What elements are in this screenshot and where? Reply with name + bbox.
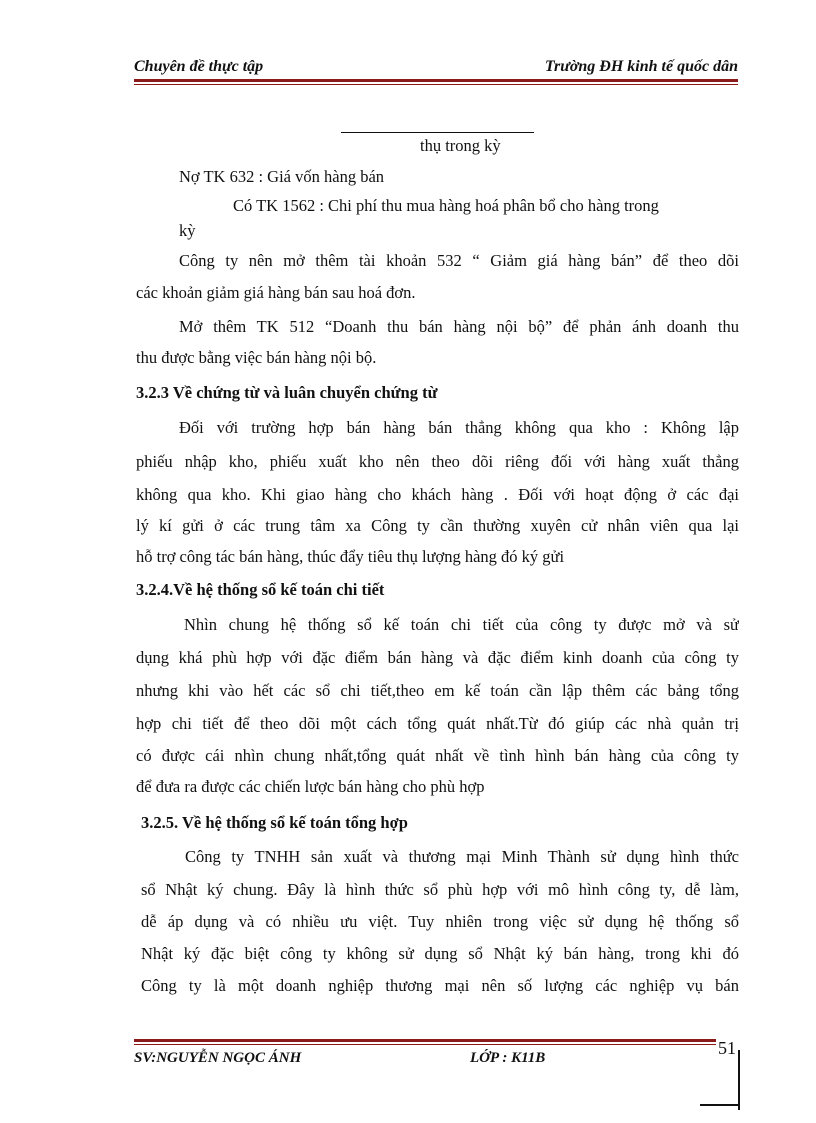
- text-line: hỗ trợ công tác bán hàng, thúc đẩy tiêu thụ lượng hàng đó ký gửi: [136, 547, 565, 566]
- footer-student-name: SV:NGUYỄN NGỌC ÁNH: [134, 1050, 302, 1066]
- text-line: có được cái nhìn chung nhất,tổng quát nhất về tình hình bán hàng của công ty: [136, 746, 739, 765]
- footer-rule-thick: [134, 1039, 716, 1042]
- header-rule-thin: [134, 84, 738, 85]
- text-line: Công ty TNHH sản xuất và thương mại Minh Thành sử dụng hình thức: [185, 847, 739, 866]
- underline-rule: [341, 132, 534, 133]
- text-line: Nợ TK 632 : Giá vốn hàng bán: [179, 167, 385, 186]
- text-line: sổ Nhật ký chung. Đây là hình thức sổ phù hợp với mô hình công ty, dễ làm,: [141, 880, 739, 899]
- text-line: dụng khá phù hợp với đặc điểm bán hàng và đặc điểm kinh doanh của công ty: [136, 648, 739, 667]
- text-line: Nhìn chung hệ thống sổ kế toán chi tiết của công ty được mở và sử: [184, 615, 739, 634]
- text-line: dễ áp dụng và có nhiều ưu việt. Tuy nhiên trong việc sử dụng hệ thống sổ: [141, 912, 739, 931]
- footer-rule-thin: [134, 1044, 716, 1045]
- header-left-title: Chuyên đề thực tập: [134, 58, 264, 75]
- text-line: Có TK 1562 : Chi phí thu mua hàng hoá phân bổ cho hàng trong: [233, 196, 659, 215]
- section-heading-3-2-4: 3.2.4.Về hệ thống sổ kế toán chi tiết: [136, 580, 385, 599]
- text-line: không qua kho. Khi giao hàng cho khách hàng . Đối với hoạt động ở các đại: [136, 485, 739, 504]
- text-line: Mở thêm TK 512 “Doanh thu bán hàng nội bộ” để phản ánh doanh thu: [179, 317, 739, 336]
- text-line: Công ty nên mở thêm tài khoản 532 “ Giảm giá hàng bán” để theo dõi: [179, 251, 739, 270]
- section-heading-3-2-3: 3.2.3 Về chứng từ và luân chuyển chứng từ: [136, 383, 438, 402]
- text-line: nhưng khi vào hết các sổ chi tiết,theo em kế toán cần lập thêm các bảng tổng: [136, 681, 739, 700]
- text-line: thu được bằng việc bán hàng nội bộ.: [136, 348, 377, 367]
- page-number: 51: [718, 1038, 736, 1058]
- text-line: phiếu nhập kho, phiếu xuất kho nên theo dõi riêng đối với hàng xuất thẳng: [136, 452, 739, 471]
- text-line: lý kí gửi ở các trung tâm xa Công ty cần thường xuyên cử nhân viên qua lại: [136, 516, 739, 535]
- text-line: hợp chi tiết để theo dõi một cách tổng quát nhất.Từ đó giúp các nhà quản trị: [136, 714, 739, 733]
- section-heading-3-2-5: 3.2.5. Về hệ thống sổ kế toán tổng hợp: [141, 813, 408, 832]
- text-line: thụ trong kỳ: [420, 136, 501, 155]
- text-line: Công ty là một doanh nghiệp thương mại nên số lượng các nghiệp vụ bán: [141, 976, 739, 995]
- text-line: các khoản giảm giá hàng bán sau hoá đơn.: [136, 283, 416, 302]
- header-right-title: Trường ĐH kinh tế quốc dân: [544, 58, 738, 75]
- corner-horizontal-rule: [700, 1104, 740, 1106]
- corner-vertical-rule: [738, 1050, 740, 1110]
- text-line: để đưa ra được các chiến lược bán hàng cho phù hợp: [136, 777, 485, 796]
- text-line: kỳ: [179, 221, 196, 240]
- header-rule-thick: [134, 79, 738, 82]
- page-header: [134, 56, 738, 78]
- footer-class: LỚP : K11B: [470, 1050, 546, 1066]
- text-line: Nhật ký đặc biệt công ty không sử dụng sổ Nhật ký bán hàng, trong khi đó: [141, 944, 739, 963]
- text-line: Đối với trường hợp bán hàng bán thẳng không qua kho : Không lập: [179, 418, 739, 437]
